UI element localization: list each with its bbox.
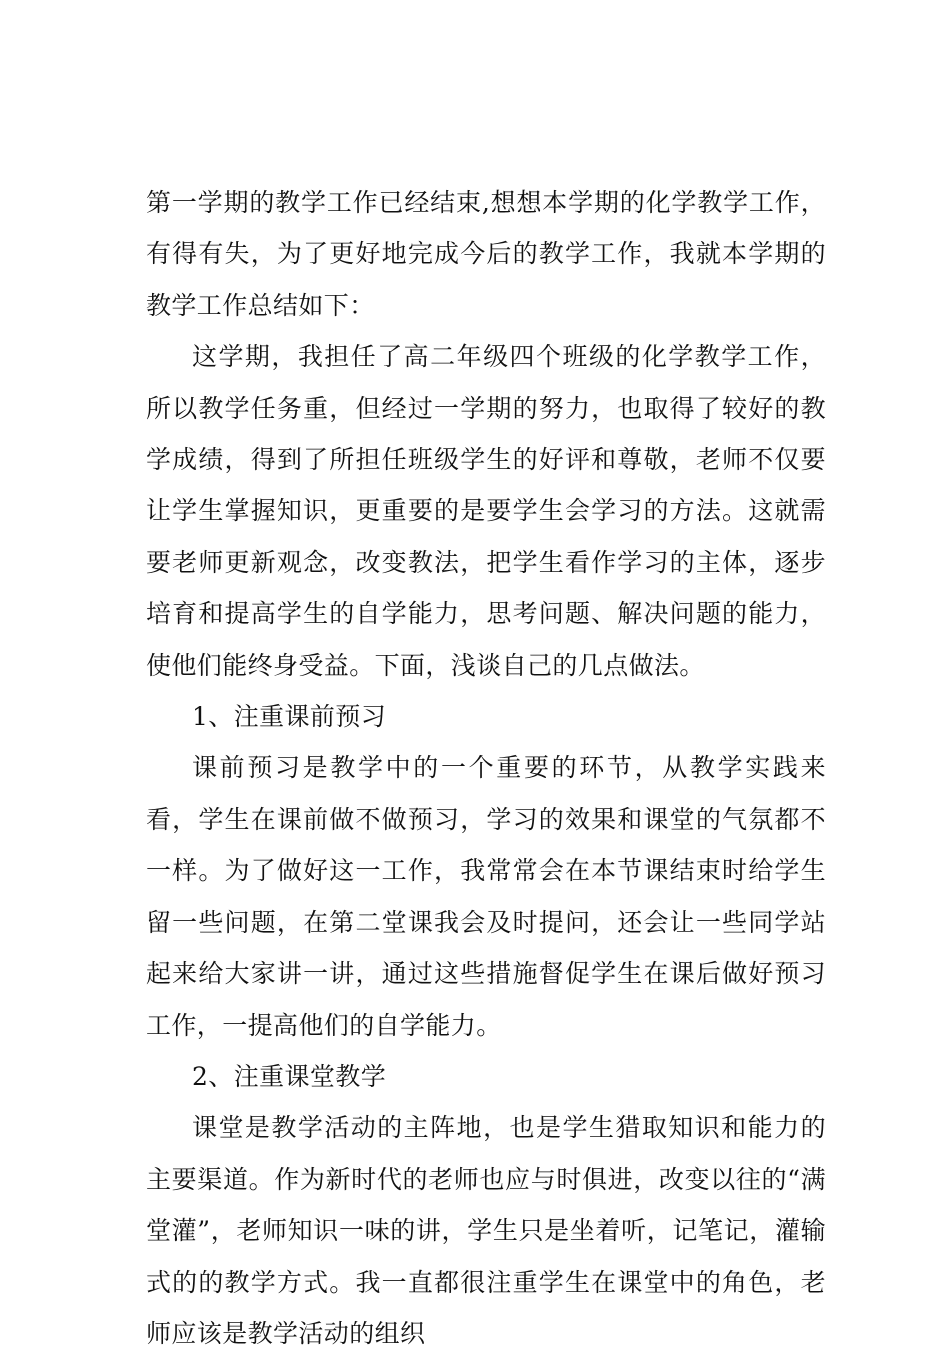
section-heading-classroom: 2、注重课堂教学 (192, 1061, 387, 1091)
paragraph-classroom: 课堂是教学活动的主阵地，也是学生猎取知识和能力的主要渠道。作为新时代的老师也应与时俱进，改变以往的“满堂灌”，老师知识一味的讲，学生只是坐着听，记笔记，灌输式的的教学方式。我一直都很注重学生在课堂中的角色，老师应该是教学活动的组织 (146, 1113, 826, 1348)
section-heading-preview: 1、注重课前预习 (192, 702, 387, 732)
paragraph-preview: 课前预习是教学中的一个重要的环节，从教学实践来看，学生在课前做不做预习，学习的效果和课堂的气氛都不一样。为了做好这一工作，我常常会在本节课结束时给学生留一些问题，在第二堂课我会及时提问，还会让一些同学站起来给大家讲一讲，通过这些措施督促学生在课后做好预习工作，一提高他们的自学能力。 (146, 753, 826, 1040)
paragraph-intro: 第一学期的教学工作已经结束,想想本学期的化学教学工作，有得有失，为了更好地完成今后的教学工作，我就本学期的教学工作总结如下： (146, 188, 826, 320)
document-body (146, 177, 826, 1359)
paragraph-overview: 这学期，我担任了高二年级四个班级的化学教学工作，所以教学任务重，但经过一学期的努力，也取得了较好的教学成绩，得到了所担任班级学生的好评和尊敬，老师不仅要让学生掌握知识，更重要的是要学生会学习的方法。这就需要老师更新观念，改变教法，把学生看作学习的主体，逐步培育和提高学生的自学能力，思考问题、解决问题的能力，使他们能终身受益。下面，浅谈自己的几点做法。 (146, 342, 826, 680)
